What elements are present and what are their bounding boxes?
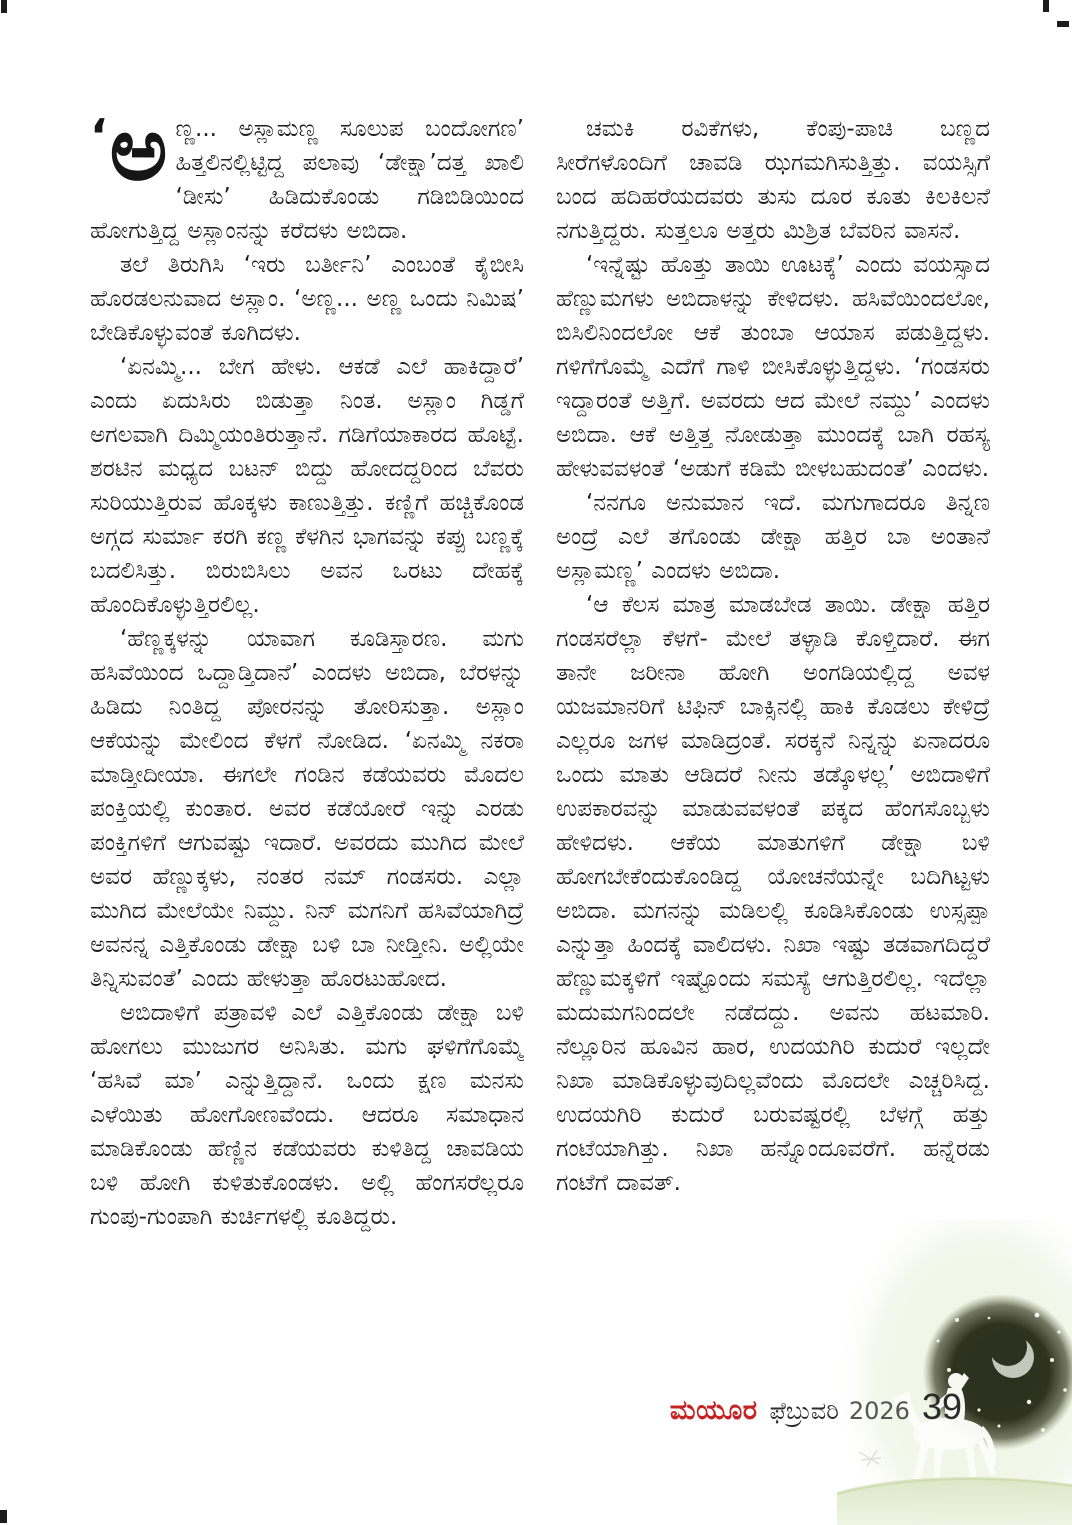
issue-year: 2026 bbox=[848, 1397, 910, 1425]
paragraph: ಚಮಕಿ ರವಿಕೆಗಳು, ಕೆಂಪು-ಪಾಚಿ ಬಣ್ಣದ ಸೀರೆಗಳೊಂದಿಗೆ ಚಾವಡಿ ಝಗಮಗಿಸುತ್ತಿತ್ತು. ವಯಸ್ಸಿಗೆ ಬಂದ ಹದಿಹರೆಯದವರು ತುಸು ದೂರ ಕೂತು ಕಿಲಕಿಲನೆ ನಗುತ್ತಿದ್ದರು. ಸುತ್ತಲೂ ಅತ್ತರು ಮಿಶ್ರಿತ ಬೆವರಿನ ವಾಸನೆ. bbox=[556, 116, 990, 244]
paragraph: ‘ಆ ಕೆಲಸ ಮಾತ್ರ ಮಾಡಬೇಡ ತಾಯಿ. ಡೇಕ್ಷಾ ಹತ್ತಿರ ಗಂಡಸರೆಲ್ಲಾ ಕೆಳಗೆ- ಮೇಲೆ ತಳ್ಳಾಡಿ ಕೊಳ್ತಿದಾರೆ. ಈಗ ತಾನೇ ಜರೀನಾ ಹೋಗಿ ಅಂಗಡಿಯಲ್ಲಿದ್ದ ಅವಳ ಯಜಮಾನರಿಗೆ ಟಿಫಿನ್ ಬಾಕ್ಸಿನಲ್ಲಿ ಹಾಕಿ ಕೊಡಲು ಕೇಳಿದ್ರೆ ಎಲ್ಲರೂ ಜಗಳ ಮಾಡಿದ್ರಂತೆ. ಸರಕ್ಕನೆ ನಿನ್ನನ್ನು ಏನಾದರೂ ಒಂದು ಮಾತು ಆಡಿದರೆ ನೀನು ತಡ್ಕೊಳಲ್ಲ’ ಅಬಿದಾಳಿಗೆ ಉಪಕಾರವನ್ನು ಮಾಡುವವಳಂತೆ ಪಕ್ಕದ ಹೆಂಗಸೊಬ್ಬಳು ಹೇಳಿದಳು. ಆಕೆಯ ಮಾತುಗಳಿಗೆ ಡೇಕ್ಷಾ ಬಳಿ ಹೋಗಬೇಕೆಂದುಕೊಂಡಿದ್ದ ಯೋಚನೆಯನ್ನೇ ಬದಿಗಿಟ್ಟಳು ಅಬಿದಾ. ಮಗನನ್ನು ಮಡಿಲಲ್ಲಿ ಕೂಡಿಸಿಕೊಂಡು ಉಸ್ಸಪ್ಪಾ ಎನ್ನುತ್ತಾ ಹಿಂದಕ್ಕೆ ವಾಲಿದಳು. ನಿಖಾ ಇಷ್ಟು ತಡವಾಗದಿದ್ದರೆ ಹೆಣ್ಣುಮಕ್ಕಳಿಗೆ ಇಷ್ಟೊಂದು ಸಮಸ್ಯೆ ಆಗುತ್ತಿರಲಿಲ್ಲ. ಇದೆಲ್ಲಾ ಮದುಮಗನಿಂದಲೇ ನಡೆದದ್ದು. ಅವನು ಹಟಮಾರಿ. ನೆಲ್ಲೂರಿನ ಹೂವಿನ ಹಾರ, ಉದಯಗಿರಿ ಕುದುರೆ ಇಲ್ಲದೇ ನಿಖಾ ಮಾಡಿಕೊಳ್ಳುವುದಿಲ್ಲವೆಂದು ಮೊದಲೇ ಎಚ್ಚರಿಸಿದ್ದ. ಉದಯಗಿರಿ ಕುದುರೆ ಬರುವಷ್ಟರಲ್ಲಿ ಬೆಳಗ್ಗೆ ಹತ್ತು ಗಂಟೆಯಾಗಿತ್ತು. ನಿಖಾ ಹನ್ನೊಂದೂವರೆಗೆ. ಹನ್ನೆರಡು ಗಂಟೆಗೆ ದಾವತ್. bbox=[556, 592, 990, 1196]
crop-mark-bottom-left bbox=[0, 1510, 7, 1523]
crop-mark-top-left bbox=[1, 0, 7, 13]
dropcap-letter: ಅ bbox=[109, 112, 168, 200]
issue-month: ಫೆಬ್ರುವರಿ bbox=[769, 1397, 839, 1425]
open-quote: ‘ bbox=[90, 112, 108, 163]
page-number: 39 bbox=[921, 1386, 962, 1427]
paragraph: ತಲೆ ತಿರುಗಿಸಿ ‘ಇರು ಬರ್ತೀನಿ’ ಎಂಬಂತೆ ಕೈಬೀಸಿ ಹೊರಡಲನುವಾದ ಅಸ್ಲಾಂ. ‘ಅಣ್ಣ... ಅಣ್ಣ ಒಂದು ನಿಮಿಷ’ ಬೇಡಿಕೊಳ್ಳುವಂತೆ ಕೂಗಿದಳು. bbox=[90, 252, 524, 346]
lead-text: ಣ್ಣ... ಅಸ್ಲಾಮಣ್ಣ ಸೂಲುಪ ಬಂದೋಗಣ’ ಹಿತ್ತಲಿನಲ್ಲಿಟ್ಟಿದ್ದ ಪಲಾವು ‘ಡೇಕ್ಷಾ’ದತ್ತ ಖಾಲಿ ‘ಡೀಸು’ ಹಿಡಿದುಕೊಂಡು ಗಡಿಬಿಡಿಯಿಂದ ಹೋಗುತ್ತಿದ್ದ ಅಸ್ಲಾಂನನ್ನು ಕರೆದಳು ಅಬಿದಾ. bbox=[90, 116, 524, 244]
paragraph: ‘ಏನಮ್ಮಿ... ಬೇಗ ಹೇಳು. ಆಕಡೆ ಎಲೆ ಹಾಕಿದ್ದಾರೆ’ ಎಂದು ಏದುಸಿರು ಬಿಡುತ್ತಾ ನಿಂತ. ಅಸ್ಲಾಂ ಗಿಡ್ಡಗೆ ಅಗಲವಾಗಿ ದಿಮ್ಮಿಯಂತಿರುತ್ತಾನೆ. ಗಡಿಗೆಯಾಕಾರದ ಹೊಟ್ಟೆ. ಶರಟಿನ ಮಧ್ಯದ ಬಟನ್ ಬಿದ್ದು ಹೋದದ್ದರಿಂದ ಬೆವರು ಸುರಿಯುತ್ತಿರುವ ಹೊಕ್ಕಳು ಕಾಣುತ್ತಿತ್ತು. ಕಣ್ಣಿಗೆ ಹಚ್ಚಿಕೊಂಡ ಅಗ್ಗದ ಸುರ್ಮಾ ಕರಗಿ ಕಣ್ಣ ಕೆಳಗಿನ ಭಾಗವನ್ನು ಕಪ್ಪು ಬಣ್ಣಕ್ಕೆ ಬದಲಿಸಿತ್ತು. ಬಿರುಬಿಸಿಲು ಅವನ ಒರಟು ದೇಹಕ್ಕೆ ಹೊಂದಿಕೊಳ್ಳುತ್ತಿರಲಿಲ್ಲ. bbox=[90, 354, 524, 618]
paragraph: ಅಬಿದಾಳಿಗೆ ಪತ್ರಾವಳಿ ಎಲೆ ಎತ್ತಿಕೊಂಡು ಡೇಕ್ಷಾ ಬಳಿ ಹೋಗಲು ಮುಜುಗರ ಅನಿಸಿತು. ಮಗು ಘಳಿಗೆಗೊಮ್ಮೆ ‘ಹಸಿವೆ ಮಾ’ ಎನ್ನುತ್ತಿದ್ದಾನೆ. ಒಂದು ಕ್ಷಣ ಮನಸು ಎಳೆಯಿತು ಹೋಗೋಣವೆಂದು. ಆದರೂ ಸಮಾಧಾನ ಮಾಡಿಕೊಂಡು ಹೆಣ್ಣಿನ ಕಡೆಯವರು ಕುಳಿತಿದ್ದ ಚಾವಡಿಯ ಬಳಿ ಹೋಗಿ ಕುಳಿತುಕೊಂಡಳು. ಅಲ್ಲಿ ಹೆಂಗಸರೆಲ್ಲರೂ ಗುಂಪು-ಗುಂಪಾಗಿ ಕುರ್ಚಿಗಳಲ್ಲಿ ಕೂತಿದ್ದರು. bbox=[90, 1000, 524, 1230]
right-column bbox=[556, 112, 990, 1384]
left-column bbox=[90, 112, 524, 1384]
lead-paragraph bbox=[90, 112, 524, 248]
paragraph: ‘ಇನ್ನೆಷ್ಟು ಹೊತ್ತು ತಾಯಿ ಊಟಕ್ಕೆ’ ಎಂದು ವಯಸ್ಸಾದ ಹೆಣ್ಣುಮಗಳು ಅಬಿದಾಳನ್ನು ಕೇಳಿದಳು. ಹಸಿವೆಯಿಂದಲೋ, ಬಿಸಿಲಿನಿಂದಲೋ ಆಕೆ ತುಂಬಾ ಆಯಾಸ ಪಡುತ್ತಿದ್ದಳು. ಗಳಿಗೆಗೊಮ್ಮೆ ಎದೆಗೆ ಗಾಳಿ ಬೀಸಿಕೊಳ್ಳುತ್ತಿದ್ದಳು. ‘ಗಂಡಸರು ಇದ್ದಾರಂತೆ ಅತ್ತಿಗೆ. ಅವರದು ಆದ ಮೇಲೆ ನಮ್ದು’ ಎಂದಳು ಅಬಿದಾ. ಆಕೆ ಅತ್ತಿತ್ತ ನೋಡುತ್ತಾ ಮುಂದಕ್ಕೆ ಬಾಗಿ ರಹಸ್ಯ ಹೇಳುವವಳಂತೆ ‘ಅಡುಗೆ ಕಡಿಮೆ ಬೀಳಬಹುದಂತೆ’ ಎಂದಳು. bbox=[556, 252, 990, 482]
grass bbox=[837, 1477, 1072, 1525]
crop-mark-top-right-vertical bbox=[1043, 0, 1049, 12]
paragraph: ‘ಹೆಣ್ಣಕ್ಕಳನ್ನು ಯಾವಾಗ ಕೂಡಿಸ್ತಾರಣ. ಮಗು ಹಸಿವೆಯಿಂದ ಒದ್ದಾಡ್ತಿದಾನೆ’ ಎಂದಳು ಅಬಿದಾ, ಬೆರಳನ್ನು ಹಿಡಿದು ನಿಂತಿದ್ದ ಪೋರನನ್ನು ತೋರಿಸುತ್ತಾ. ಅಸ್ಲಾಂ ಆಕೆಯನ್ನು ಮೇಲಿಂದ ಕೆಳಗೆ ನೋಡಿದ. ‘ಏನಮ್ಮಿ ನಕರಾ ಮಾಡ್ತೀದೀಯಾ. ಈಗಲೇ ಗಂಡಿನ ಕಡೆಯವರು ಮೊದಲ ಪಂಕ್ತಿಯಲ್ಲಿ ಕುಂತಾರ. ಅವರ ಕಡೆಯೋರೆ ಇನ್ನು ಎರಡು ಪಂಕ್ತಿಗಳಿಗೆ ಆಗುವಷ್ಟು ಇದಾರೆ. ಅವರದು ಮುಗಿದ ಮೇಲೆ ಅವರ ಹೆಣ್ಣುಕ್ಕಳು, ನಂತರ ನಮ್ ಗಂಡಸರು. ಎಲ್ಲಾ ಮುಗಿದ ಮೇಲೆಯೇ ನಿಮ್ದು. ನಿನ್ ಮಗನಿಗೆ ಹಸಿವೆಯಾಗಿದ್ರೆ ಅವನನ್ನ ಎತ್ತಿಕೊಂಡು ಡೇಕ್ಷಾ ಬಳಿ ಬಾ ನೀಡ್ತೀನಿ. ಅಲ್ಲಿಯೇ ತಿನ್ನಿಸುವಂತೆ’ ಎಂದು ಹೇಳುತ್ತಾ ಹೊರಟುಹೋದ. bbox=[90, 626, 524, 992]
crop-mark-top-right-horizontal bbox=[1057, 21, 1069, 27]
article-body bbox=[90, 112, 990, 1384]
paragraph: ‘ನನಗೂ ಅನುಮಾನ ಇದೆ. ಮಗುಗಾದರೂ ತಿನ್ನಣ ಅಂದ್ರೆ ಎಲೆ ತಗೊಂಡು ಡೇಕ್ಷಾ ಹತ್ತಿರ ಬಾ ಅಂತಾನೆ ಅಸ್ಲಾಮಣ್ಣ’ ಎಂದಳು ಅಬಿದಾ. bbox=[556, 490, 990, 584]
magazine-name: ಮಯೂರ bbox=[669, 1395, 758, 1426]
page-footer bbox=[670, 1386, 962, 1428]
